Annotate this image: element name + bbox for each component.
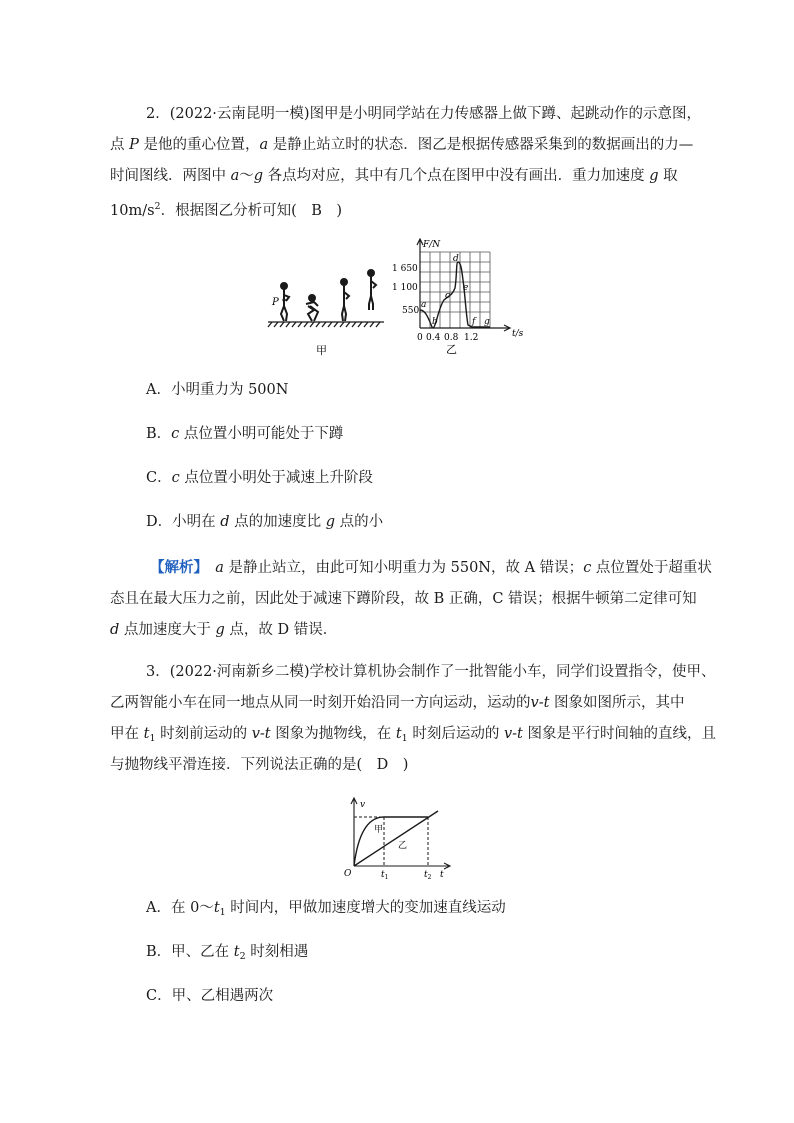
q2-line-3 bbox=[110, 166, 678, 186]
answer-var: c bbox=[583, 560, 592, 576]
q2-option-b bbox=[146, 424, 343, 444]
q3-text: 乙两智能小车在同一地点从同一时刻开始沿同一方向运动，运动的 bbox=[110, 695, 531, 711]
q2-line-2 bbox=[110, 135, 693, 155]
axis-label-v: v bbox=[360, 800, 366, 810]
stick-figure-jump bbox=[368, 270, 376, 310]
x-tick: 0 bbox=[417, 333, 423, 343]
q2-source: (2022·云南昆明一模) bbox=[169, 106, 310, 122]
option-var: c bbox=[171, 470, 180, 486]
option-var: d bbox=[220, 514, 230, 530]
option-text: 点位置小明处于减速上升阶段 bbox=[179, 470, 373, 486]
q2-option-c bbox=[146, 468, 373, 488]
q2-text: ．根据图乙分析可知( B ) bbox=[160, 203, 343, 219]
option-var: c bbox=[171, 426, 180, 442]
q3-subscript: 1 bbox=[149, 733, 156, 744]
point-label-g: g bbox=[484, 317, 490, 327]
option-text: 时间内，甲做加速度增大的变加速直线运动 bbox=[225, 900, 506, 916]
q3-var: t bbox=[395, 726, 402, 742]
answer-text: 点位置处于超重状 bbox=[591, 560, 712, 576]
x-tick: 0.8 bbox=[444, 333, 459, 343]
answer-var: a bbox=[215, 560, 224, 576]
q2-var-a: a bbox=[259, 137, 269, 153]
label-jia: 甲 bbox=[374, 825, 384, 835]
q3-subscript: 1 bbox=[401, 733, 408, 744]
point-label-f: f bbox=[472, 317, 476, 327]
stick-figure-standing bbox=[281, 283, 289, 321]
q2-option-d bbox=[146, 512, 383, 532]
q2-answer-line-2: 态且在最大压力之前，因此处于减速下蹲阶段，故 B 正确，C 错误；根据牛顿第二定律可知 bbox=[110, 591, 697, 607]
q3-text: 图象如图所示，其中 bbox=[549, 695, 685, 711]
point-label-e: e bbox=[463, 283, 469, 293]
tick-t1-sub: 1 bbox=[384, 874, 389, 880]
q2-line-4 bbox=[110, 197, 342, 221]
q2-var-g: g bbox=[253, 168, 264, 184]
stick-figure-squat bbox=[306, 295, 318, 321]
y-axis-label: F/N bbox=[423, 240, 441, 250]
q3-text: 时刻前运动的 bbox=[155, 726, 252, 742]
q3-text: 学校计算机协会制作了一批智能小车，同学们设置指令，使甲、 bbox=[309, 664, 716, 680]
option-var: t bbox=[213, 900, 220, 916]
q2-text: 是静止站立时的状态．图乙是根据传感器采集到的数据画出的力— bbox=[268, 137, 694, 153]
q2-var-p: P bbox=[129, 137, 139, 153]
q2-answer-line-1 bbox=[150, 558, 712, 578]
caption-yi: 乙 bbox=[446, 343, 457, 356]
q2-var-g: g bbox=[649, 168, 659, 184]
answer-text: 点加速度大于 bbox=[119, 622, 216, 638]
q2-text: 取 bbox=[658, 168, 678, 184]
tick-t1-letter: t bbox=[381, 870, 385, 880]
label-p: P bbox=[272, 297, 279, 308]
option-text: 时刻相遇 bbox=[245, 944, 309, 960]
q2-superscript: 2 bbox=[154, 201, 161, 212]
y-tick: 1 650 bbox=[392, 264, 418, 274]
q3-number: 3． bbox=[146, 664, 170, 680]
answer-var: d bbox=[110, 622, 120, 638]
tick-t1 bbox=[381, 870, 388, 880]
option-var: t bbox=[233, 944, 240, 960]
x-axis-label: t/s bbox=[512, 329, 524, 339]
option-subscript: 2 bbox=[239, 951, 246, 962]
q2-option-a: A．小明重力为 500N bbox=[146, 382, 289, 398]
q2-text: 图甲是小明同学站在力传感器上做下蹲、起跳动作的示意图， bbox=[309, 106, 702, 122]
figure-vt-graph bbox=[340, 796, 460, 880]
point-label-d: d bbox=[453, 254, 459, 264]
origin-label: O bbox=[344, 869, 352, 879]
analysis-tag: 【解析】 bbox=[150, 559, 201, 576]
answer-text: 是静止站立，由此可知小明重力为 550N，故 A 错误； bbox=[223, 560, 584, 576]
option-text: B．甲、乙在 bbox=[146, 944, 234, 960]
stick-figure-rising bbox=[341, 279, 349, 321]
figure-yi bbox=[388, 238, 538, 356]
tick-t2 bbox=[424, 870, 432, 880]
answer-text: 点，故 D 错误． bbox=[224, 622, 338, 638]
q3-text: 时刻后运动的 bbox=[407, 726, 504, 742]
q3-var: v-t bbox=[503, 726, 523, 742]
label-yi: 乙 bbox=[398, 841, 408, 851]
point-label-a: a bbox=[421, 300, 427, 310]
answer-text bbox=[201, 560, 216, 576]
q2-text: ～ bbox=[239, 168, 254, 184]
q3-var: v-t bbox=[251, 726, 271, 742]
q2-text: 是他的重心位置， bbox=[138, 137, 260, 153]
q3-line-2 bbox=[110, 693, 685, 713]
tick-t2-sub: 2 bbox=[427, 874, 432, 880]
q3-text: 甲在 bbox=[110, 726, 144, 742]
option-text: A．在 0～ bbox=[146, 900, 214, 916]
q2-text: 各点均对应，其中有几个点在图甲中没有画出．重力加速度 bbox=[263, 168, 650, 184]
tick-t2-letter: t bbox=[424, 870, 428, 880]
q3-text: 图象是平行时间轴的直线，且 bbox=[522, 726, 716, 742]
axis-label-t: t bbox=[440, 870, 444, 880]
option-text: 点的加速度比 bbox=[229, 514, 326, 530]
option-text: 点的小 bbox=[335, 514, 384, 530]
q3-option-c: C．甲、乙相遇两次 bbox=[146, 988, 274, 1004]
q2-text: 点 bbox=[110, 137, 130, 153]
q2-number: 2． bbox=[146, 106, 170, 122]
q3-line-1 bbox=[146, 662, 716, 682]
option-text: 点位置小明可能处于下蹲 bbox=[179, 426, 344, 442]
q3-option-b bbox=[146, 942, 308, 967]
q3-text: 图象为抛物线，在 bbox=[270, 726, 396, 742]
y-tick: 550 bbox=[402, 306, 420, 316]
x-tick: 1.2 bbox=[464, 333, 479, 343]
q2-var-a: a bbox=[230, 168, 240, 184]
q3-var: t bbox=[143, 726, 150, 742]
q3-line-4: 与抛物线平滑连接．下列说法正确的是( D ) bbox=[110, 757, 409, 773]
q3-var: v-t bbox=[530, 695, 550, 711]
q3-option-a bbox=[146, 898, 506, 923]
q2-text: 10m/s bbox=[110, 203, 155, 219]
x-tick: 0.4 bbox=[426, 333, 441, 343]
option-text: D．小明在 bbox=[146, 514, 221, 530]
caption-jia: 甲 bbox=[316, 344, 327, 357]
point-label-b: b bbox=[432, 317, 438, 327]
yi-line bbox=[354, 811, 438, 866]
option-subscript: 1 bbox=[219, 907, 226, 918]
y-tick: 1 100 bbox=[392, 283, 418, 293]
q2-answer-line-3 bbox=[110, 620, 337, 640]
option-text: B． bbox=[146, 426, 172, 442]
answer-var: g bbox=[215, 622, 225, 638]
point-label-c: c bbox=[445, 291, 451, 301]
q3-line-3 bbox=[110, 724, 716, 749]
figure-jia bbox=[262, 266, 392, 361]
q2-line-1 bbox=[146, 104, 701, 124]
q2-text: 时间图线．两图中 bbox=[110, 168, 231, 184]
q3-source: (2022·河南新乡二模) bbox=[169, 664, 310, 680]
option-var: g bbox=[325, 514, 336, 530]
option-text: C． bbox=[146, 470, 172, 486]
